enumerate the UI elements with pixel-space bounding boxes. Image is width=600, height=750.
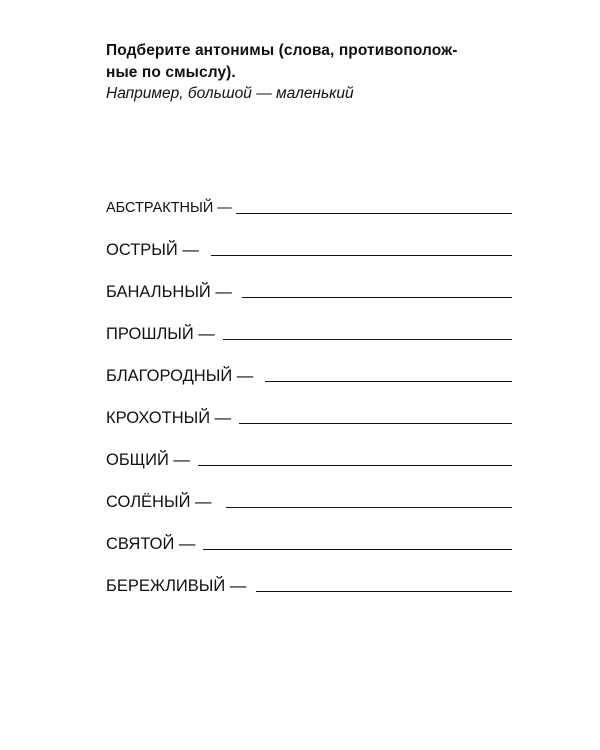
antonym-word: БАНАЛЬНЫЙ — <box>106 283 232 301</box>
answer-line[interactable] <box>198 464 512 466</box>
answer-line[interactable] <box>256 590 512 592</box>
antonym-list <box>106 178 512 598</box>
antonym-row <box>106 430 512 472</box>
antonym-row <box>106 304 512 346</box>
answer-line[interactable] <box>239 422 512 424</box>
antonym-word: СОЛЁНЫЙ — <box>106 493 212 511</box>
antonym-word: БЛАГОРОДНЫЙ — <box>106 367 254 385</box>
antonym-word: ПРОШЛЫЙ — <box>106 325 215 343</box>
antonym-row <box>106 220 512 262</box>
answer-line[interactable] <box>223 338 512 340</box>
antonym-word: СВЯТОЙ — <box>106 535 196 553</box>
antonym-word: АБСТРАКТНЫЙ — <box>106 200 232 216</box>
antonym-word: ОБЩИЙ — <box>106 451 190 469</box>
answer-line[interactable] <box>236 212 512 214</box>
antonym-row <box>106 514 512 556</box>
task-title <box>106 40 526 84</box>
answer-line[interactable] <box>203 548 512 550</box>
task-instruction <box>106 40 526 104</box>
task-example: Например, большой — маленький <box>106 85 354 102</box>
task-title-line-2: ные по смыслу). <box>106 64 236 81</box>
answer-line[interactable] <box>226 506 512 508</box>
task-title-line-1: Подберите антонимы (слова, противополож- <box>106 42 458 59</box>
antonym-row <box>106 178 512 220</box>
antonym-word: ОСТРЫЙ — <box>106 241 199 259</box>
antonym-row <box>106 472 512 514</box>
answer-line[interactable] <box>242 296 512 298</box>
antonym-row <box>106 388 512 430</box>
antonym-word: БЕРЕЖЛИВЫЙ — <box>106 577 247 595</box>
answer-line[interactable] <box>265 380 512 382</box>
antonym-row <box>106 556 512 598</box>
antonym-row <box>106 262 512 304</box>
antonym-word: КРОХОТНЫЙ — <box>106 409 232 427</box>
answer-line[interactable] <box>211 254 512 256</box>
antonym-row <box>106 346 512 388</box>
